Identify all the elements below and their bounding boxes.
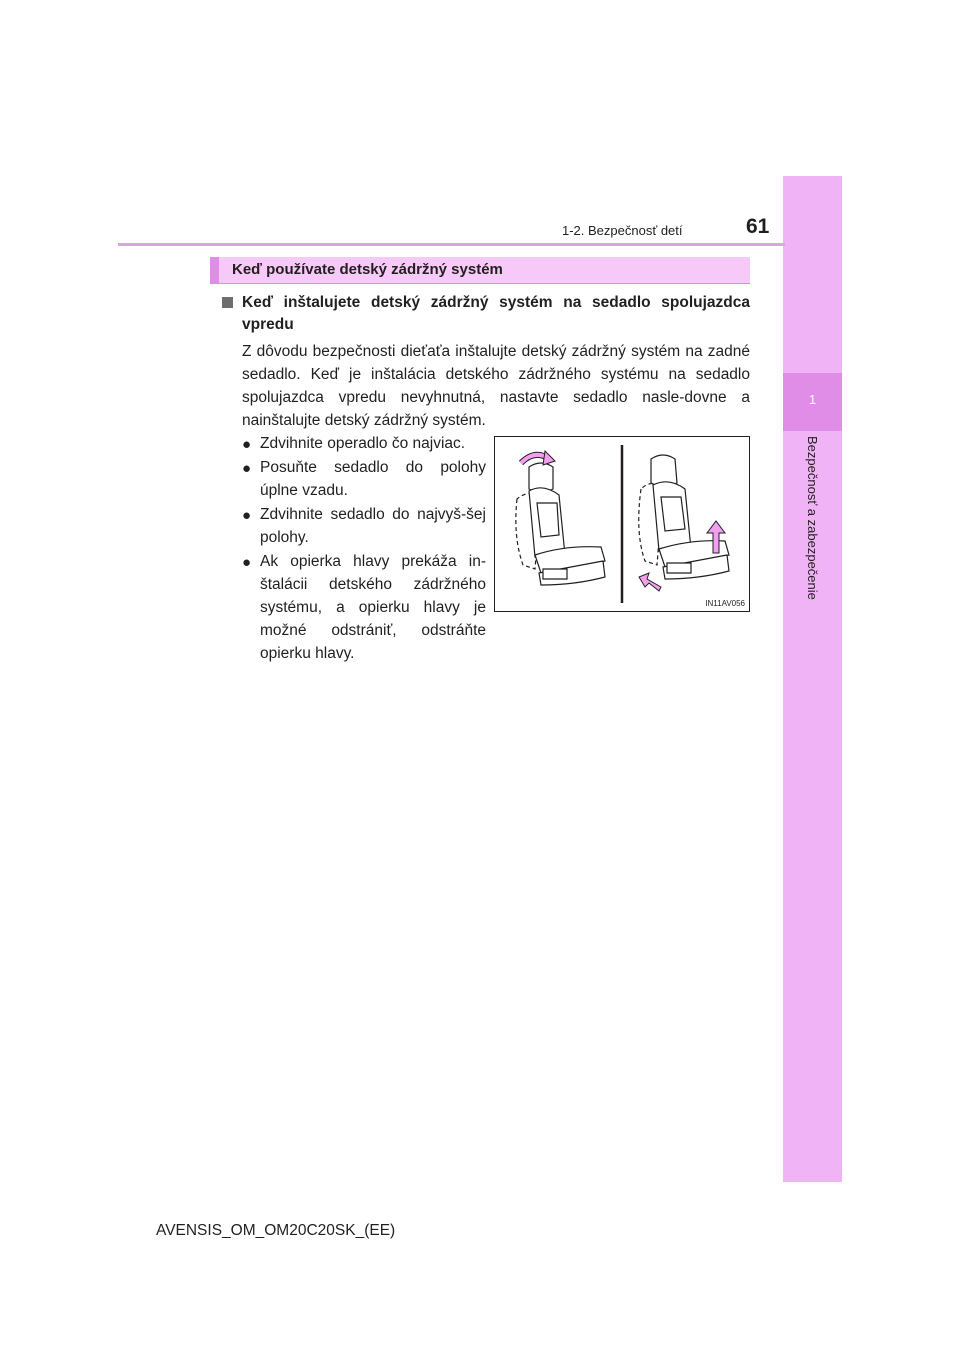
list-item-text: Zdvihnite operadlo čo najviac. <box>260 435 466 452</box>
seat-right-icon <box>639 455 729 579</box>
topic-heading-bar <box>210 257 750 283</box>
bullet-dot-icon: ● <box>242 436 252 453</box>
list-item <box>242 503 486 549</box>
instruction-list <box>242 432 486 666</box>
seat-illustration <box>495 437 749 611</box>
slide-back-arrow-icon <box>639 573 661 591</box>
list-item <box>242 456 486 502</box>
page-number: 61 <box>746 215 770 238</box>
seat-left-icon <box>516 463 605 585</box>
chapter-number: 1 <box>808 392 817 407</box>
bullet-dot-icon: ● <box>242 507 252 524</box>
header-rule <box>118 243 785 246</box>
side-chapter-tab <box>783 176 842 1182</box>
topic-heading: Keď používate detský zádržný systém <box>232 261 503 278</box>
list-item-text: Posuňte sedadlo do polohy úplne vzadu. <box>260 459 486 499</box>
square-bullet-icon <box>222 297 233 308</box>
subsection-heading <box>222 292 750 336</box>
figure-code: IN11AV056 <box>705 599 745 608</box>
document-id: AVENSIS_OM_OM20C20SK_(EE) <box>156 1222 396 1239</box>
list-item-text: Zdvihnite sedadlo do najvyš-šej polohy. <box>260 506 486 546</box>
section-label: 1-2. Bezpečnosť detí <box>562 223 683 238</box>
bullet-dot-icon: ● <box>242 460 252 477</box>
recline-arrow-head <box>543 451 555 465</box>
seat-adjustment-figure <box>494 436 750 612</box>
topic-underline <box>210 283 750 284</box>
bullet-dot-icon: ● <box>242 554 252 571</box>
subsection-title: Keď inštalujete detský zádržný systém na sedadlo spolujazdca vpredu <box>242 294 750 333</box>
chapter-title: Bezpečnosť a zabezpečenie <box>805 436 820 600</box>
intro-paragraph: Z dôvodu bezpečnosti dieťaťa inštalujte detský zádržný systém na zadné sedadlo. Keď je inštalácia detského zádržného systému na sedadlo spolujazdca vpredu nevyhnutná, nastavte sedadlo nasle-dovne a nainštalujte detský zádržný systém. <box>242 343 750 429</box>
list-item-text: Ak opierka hlavy prekáža in-štalácii detského zádržného systému, a opierku hlavy je možné odstrániť, odstráňte opierku hlavy. <box>260 553 486 662</box>
list-item <box>242 432 486 455</box>
list-item <box>242 550 486 665</box>
chapter-title-wrap <box>785 436 841 626</box>
